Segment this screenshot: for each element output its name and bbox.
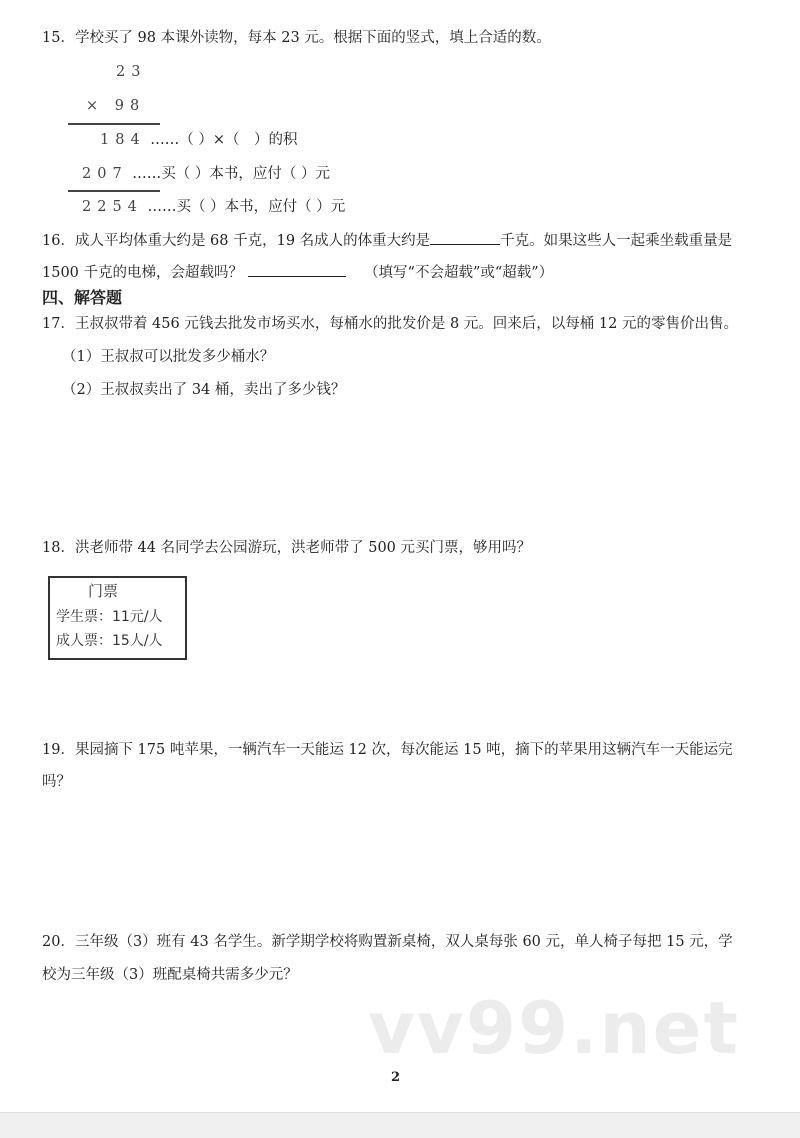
answer-blank[interactable] xyxy=(248,262,346,277)
row-number: 2254 xyxy=(82,199,143,215)
answer-blank[interactable] xyxy=(430,230,500,245)
section-heading: 四、解答题 xyxy=(42,288,123,307)
page-number: 2 xyxy=(391,1070,401,1085)
row-text: ……买（ ）本书，应付（ ）元 xyxy=(132,166,331,182)
calc-row-2 xyxy=(82,164,330,184)
question-20-line-2: 校为三年级（3）班配桌椅共需多少元？ xyxy=(42,967,298,983)
question-19-line-1: 19．果园摘下 175 吨苹果，一辆汽车一天能运 12 次，每次能运 15 吨，摘下的苹果用这辆汽车一天能运完 xyxy=(42,742,733,758)
text: 1500 千克的电梯，会超载吗？ xyxy=(42,265,244,281)
calc-row-1 xyxy=(100,130,298,150)
ticket-price-box xyxy=(48,576,187,660)
question-20-line-1: 20．三年级（3）班有 43 名学生。新学期学校将购置新桌椅，双人桌每张 60 元，单人椅子每把 15 元，学 xyxy=(42,934,733,950)
row-number: 207 xyxy=(82,166,128,182)
calc-line-2 xyxy=(68,190,160,192)
question-19-line-2: 吗？ xyxy=(42,774,71,790)
multiplicand: 23 xyxy=(116,64,147,80)
question-18: 18．洪老师带 44 名同学去公园游玩，洪老师带了 500 元买门票，够用吗？ xyxy=(42,540,532,556)
adult-ticket-price: 成人票：15人/人 xyxy=(56,633,163,649)
question-17-part-2: （2）王叔叔卖出了 34 桶，卖出了多少钱？ xyxy=(62,382,346,398)
calc-row-3 xyxy=(82,197,345,217)
row-text: ……买（ ）本书，应付（ ）元 xyxy=(147,199,346,215)
watermark: vv99.net xyxy=(368,986,740,1070)
calc-line-1 xyxy=(68,123,160,125)
text: 千克。如果这些人一起乘坐载重量是 xyxy=(500,233,733,249)
question-16-line-2 xyxy=(42,262,553,283)
question-17: 17．王叔叔带着 456 元钱去批发市场买水，每桶水的批发价是 8 元。回来后，以每桶 12 元的零售价出售。 xyxy=(42,316,738,332)
page-bottom-strip xyxy=(0,1112,800,1138)
student-ticket-price: 学生票：11元/人 xyxy=(56,609,163,625)
question-17-part-1: （1）王叔叔可以批发多少桶水？ xyxy=(62,349,275,365)
question-15: 15．学校买了 98 本课外读物，每本 23 元。根据下面的竖式，填上合适的数。 xyxy=(42,30,551,46)
ticket-title: 门票 xyxy=(88,582,119,600)
question-16-line-1 xyxy=(42,230,732,251)
text: （填写“不会超载”或“超载”） xyxy=(364,265,554,281)
row-text: ……（ ）×（ ）的积 xyxy=(150,132,298,148)
text: 16．成人平均体重大约是 68 千克，19 名成人的体重大约是 xyxy=(42,233,431,249)
multiplier: × 98 xyxy=(86,98,146,114)
row-number: 184 xyxy=(100,132,146,148)
